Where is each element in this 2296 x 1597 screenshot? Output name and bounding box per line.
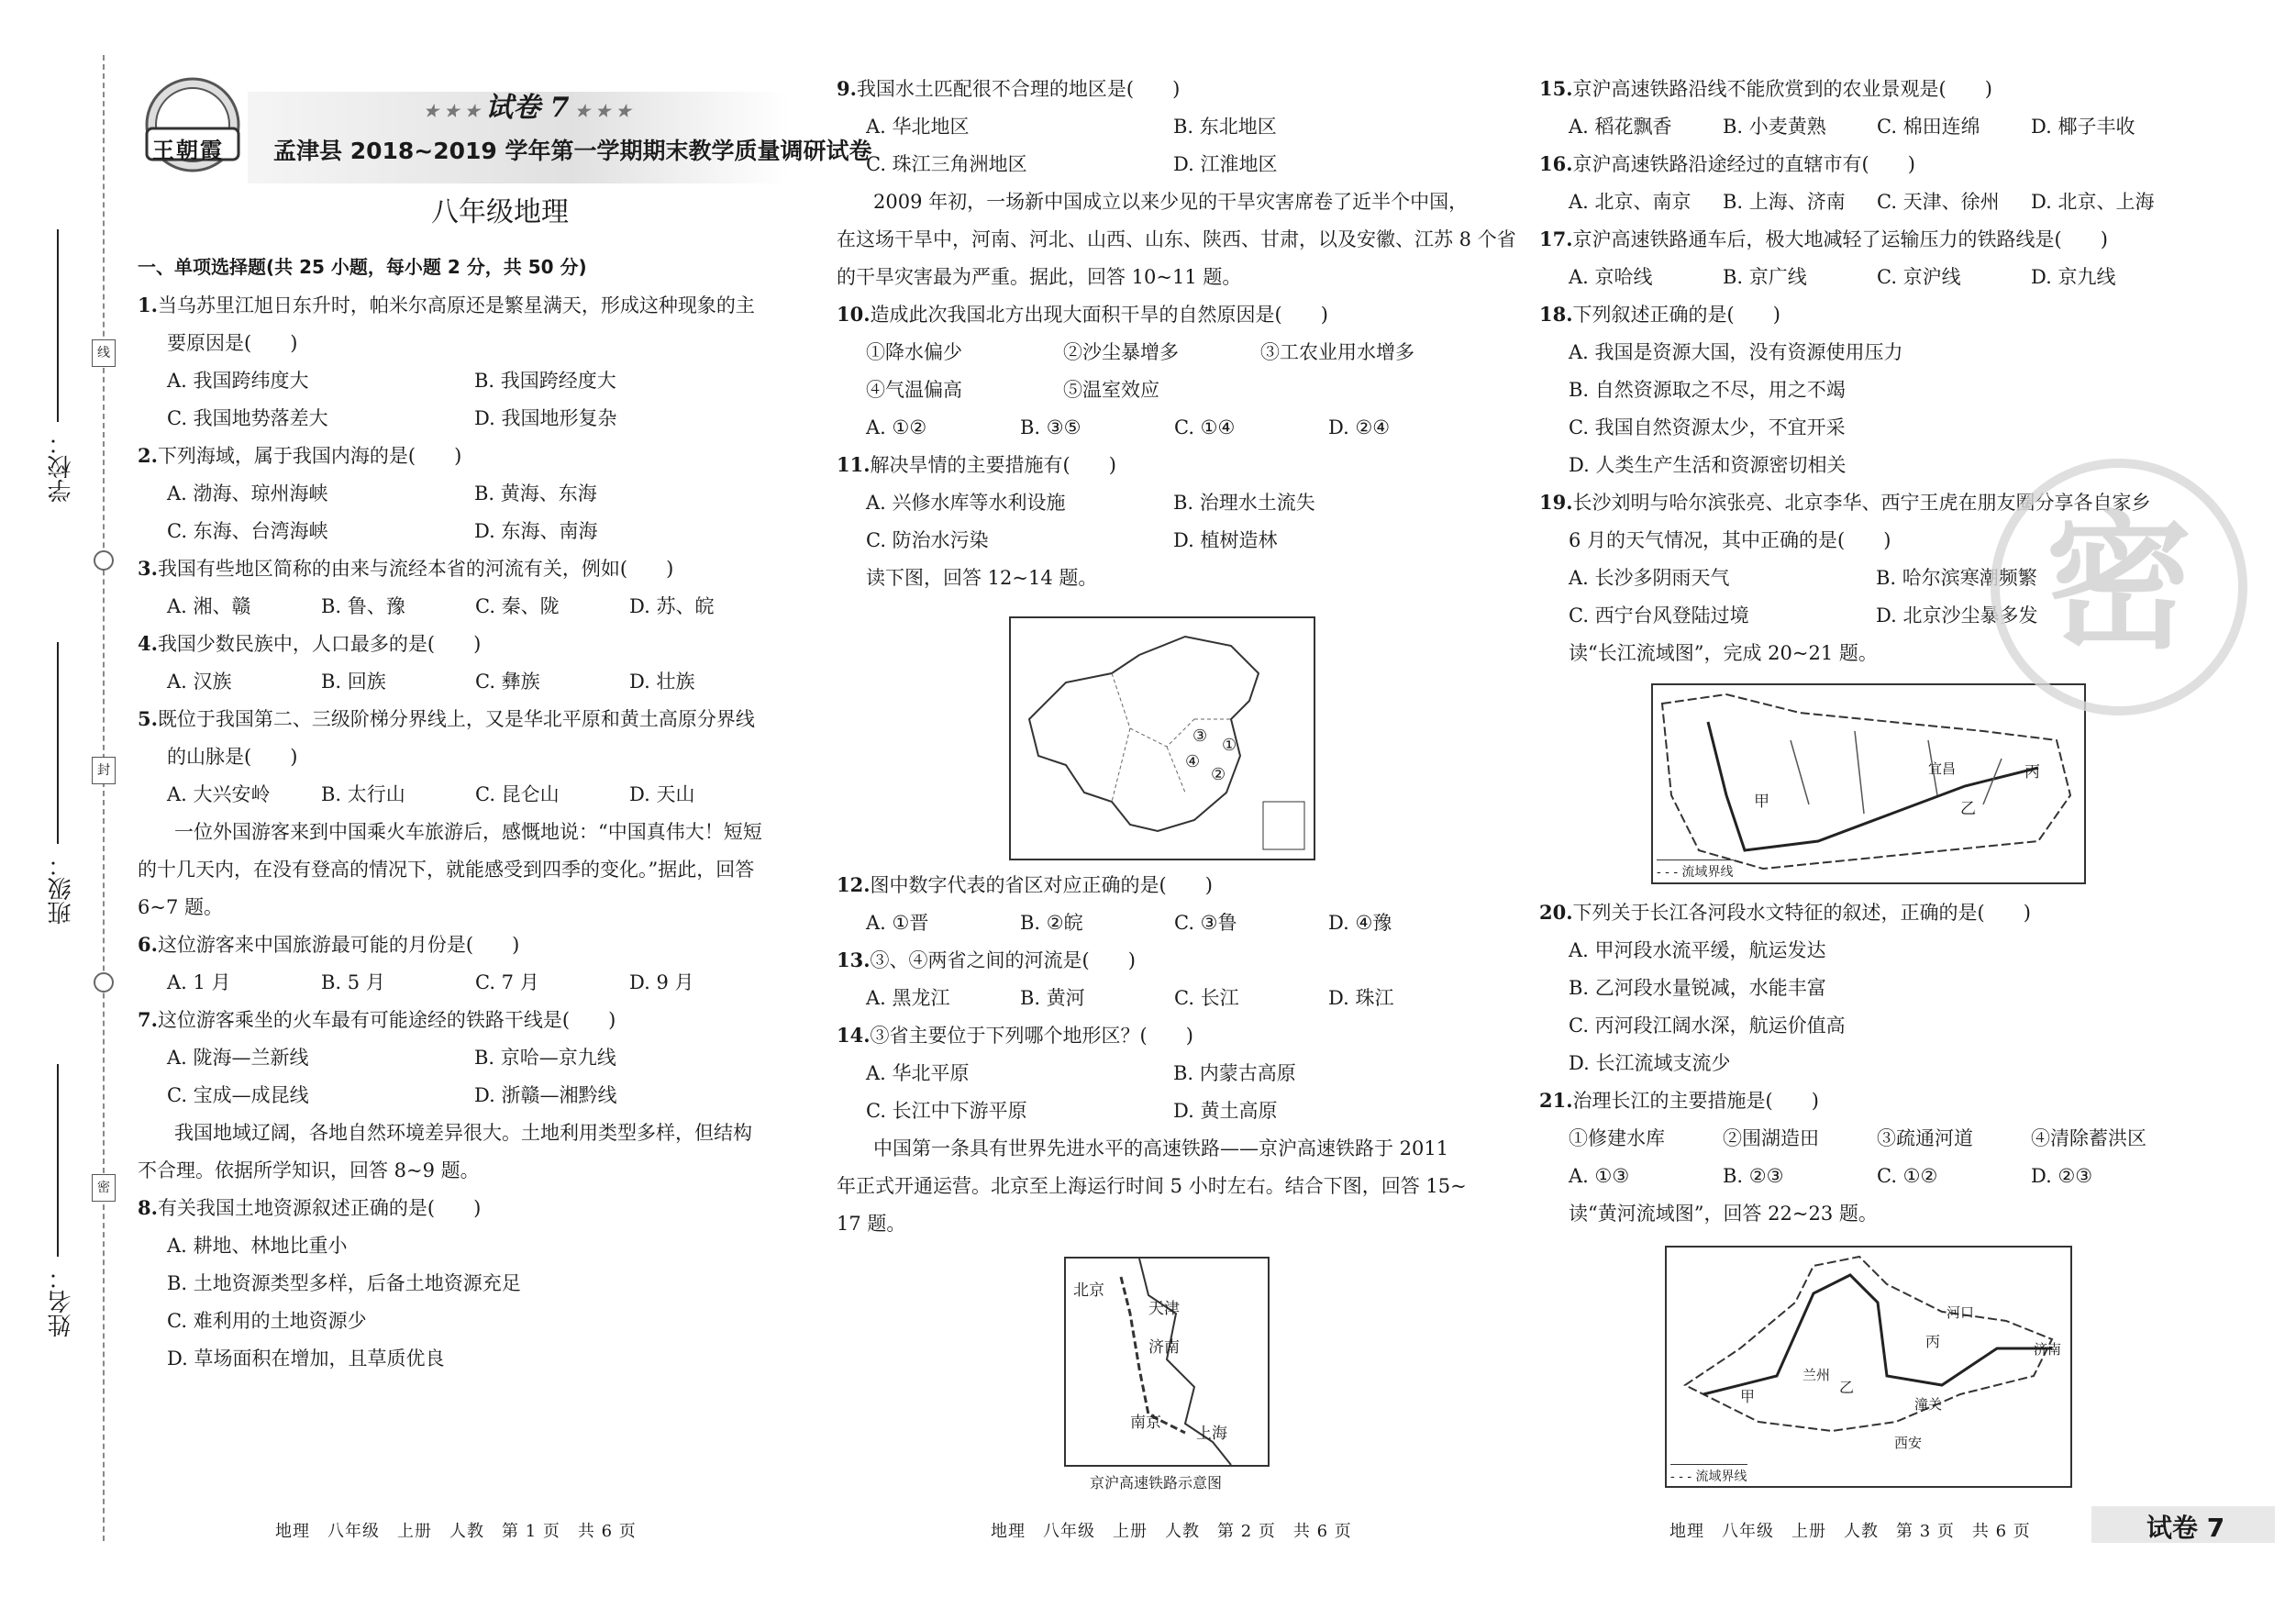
map-label: ②: [1211, 765, 1226, 784]
option-row: [1569, 1162, 2185, 1190]
class-fill-line[interactable]: [57, 642, 59, 844]
watermark-seal: [1991, 459, 2247, 715]
question-stem: [837, 871, 1213, 899]
option: D. ④豫: [1328, 912, 1392, 934]
option: C. 防治水污染: [866, 529, 989, 551]
option: A. 陇海—兰新线: [167, 1047, 309, 1069]
passage-line: [174, 818, 762, 846]
city-label: 南京: [1130, 1414, 1161, 1432]
page-footer-1: 地理 八年级 上册 人教 第 1 页 共 6 页: [275, 1522, 637, 1541]
option-row: [866, 113, 1277, 140]
option: B. 鲁、豫: [321, 595, 405, 617]
question-number: 5.: [138, 707, 158, 730]
option: D. ②④: [1328, 416, 1391, 438]
question-text: ③、④两省之间的河流是( ): [870, 949, 1136, 971]
class-label: 班级：: [48, 853, 75, 925]
passage-line: [138, 1157, 480, 1184]
yellow-river-map: [1665, 1246, 2072, 1488]
question-number: 13.: [837, 948, 871, 971]
watermark-text: 密: [2046, 496, 2193, 669]
option-row: [866, 338, 1458, 366]
option: A. 华北地区: [866, 116, 970, 138]
question-text: 这位游客乘坐的火车最有可能途经的铁路干线是( ): [157, 1009, 616, 1031]
option: D. 壮族: [629, 671, 695, 693]
option: C. ①④: [1174, 416, 1236, 438]
option: B. 5 月: [321, 971, 385, 993]
option-row: [167, 668, 783, 695]
passage-line: [138, 893, 223, 921]
yangtze-map: [1651, 683, 2086, 884]
option: A. 大兴安岭: [167, 783, 271, 805]
option: B. 黄河: [1020, 987, 1085, 1009]
brand-name: 王朝霞: [152, 137, 224, 163]
question-number: 19.: [1539, 491, 1573, 514]
question-number: 18.: [1539, 303, 1573, 326]
option: D. 9 月: [629, 971, 694, 993]
option: D. 植树造林: [1173, 529, 1278, 551]
question-text: 读“长江流域图”，完成 20~21 题。: [1569, 642, 1878, 664]
school-label: 学校：: [48, 431, 75, 503]
option-row: [1569, 376, 1846, 404]
question-text: 长沙刘明与哈尔滨张亮、北京李华、西宁王虎在朋友圈分享各自家乡: [1572, 492, 2151, 514]
option: ③疏通河道: [1877, 1127, 1973, 1149]
section-heading: 一、单项选择题(共 25 小题，每小题 2 分，共 50 分): [138, 256, 587, 278]
option: A. 汉族: [167, 671, 232, 693]
option-row: [1569, 451, 1846, 479]
option: C. 彝族: [475, 671, 540, 693]
option-row: [167, 1270, 521, 1297]
question-text: 6 月的天气情况，其中正确的是( ): [1569, 529, 1891, 551]
option-row: [167, 1044, 616, 1071]
question-number: 21.: [1539, 1089, 1573, 1112]
option-row: [866, 909, 1482, 937]
option: D. 黄土高原: [1173, 1100, 1278, 1122]
option: C. ③鲁: [1174, 912, 1237, 934]
brand-logo: [138, 72, 248, 182]
binding-hole: [94, 972, 114, 993]
option-row: [167, 480, 597, 507]
option: A. 北京、南京: [1569, 191, 1691, 213]
page-footer-2: 地理 八年级 上册 人教 第 2 页 共 6 页: [991, 1522, 1352, 1541]
passage-line: [138, 856, 754, 883]
option: D. 北京、上海: [2031, 191, 2155, 213]
map-label: 甲: [1754, 793, 1769, 811]
map-label: ③: [1192, 726, 1208, 746]
option-row: [1569, 113, 2185, 140]
option: B. 自然资源取之不尽，用之不竭: [1569, 379, 1846, 401]
question-text: 下列海域，属于我国内海的是( ): [157, 445, 462, 467]
map-label: 西安: [1894, 1435, 1923, 1451]
passage-line: [837, 263, 1241, 291]
option: A. ①②: [866, 416, 927, 438]
option-row: [1569, 602, 2037, 629]
option-row: [1569, 414, 1846, 441]
question-stem: [837, 301, 1328, 328]
question-text: 京沪高速铁路沿途经过的直辖市有( ): [1572, 153, 1915, 175]
exam-tag: ★ ★ ★ 试卷 7 ★ ★ ★: [424, 92, 631, 124]
map-label: 潼关: [1914, 1396, 1943, 1413]
question-stem: [138, 931, 519, 959]
option-row: [866, 376, 1260, 404]
option-row: [1569, 1125, 2185, 1152]
option: A. 我国跨纬度大: [167, 370, 309, 392]
question-text: 既位于我国第二、三级阶梯分界线上，又是华北平原和黄土高原分界线: [157, 708, 755, 730]
question-text: 图中数字代表的省区对应正确的是( ): [870, 874, 1213, 896]
name-fill-line[interactable]: [57, 1064, 59, 1257]
option-row: [866, 150, 1277, 178]
map-label: ④: [1185, 752, 1201, 771]
question-text: 治理长江的主要措施是( ): [1572, 1090, 1819, 1112]
question-text: 我国少数民族中，人口最多的是( ): [157, 633, 482, 655]
option-row: [1569, 263, 2185, 291]
option: D. 江淮地区: [1173, 153, 1278, 175]
option: A. 湘、赣: [167, 595, 251, 617]
option: D. ②③: [2031, 1165, 2093, 1187]
option: ④气温偏高: [866, 379, 962, 401]
subject-title: 八年级地理: [431, 196, 569, 228]
option: B. 太行山: [321, 783, 405, 805]
question-number: 16.: [1539, 152, 1573, 175]
question-text: 下列叙述正确的是( ): [1572, 304, 1780, 326]
question-stem: [138, 1194, 481, 1222]
city-label: 济南: [1148, 1338, 1180, 1357]
option: B. 我国跨经度大: [474, 370, 616, 392]
option: C. 京沪线: [1877, 266, 1961, 288]
option: C. 昆仑山: [475, 783, 560, 805]
option: A. 兴修水库等水利设施: [866, 492, 1066, 514]
question-text: 解决旱情的主要措施有( ): [870, 454, 1116, 476]
map-label: ①: [1222, 736, 1237, 755]
passage-text: 6~7 题。: [138, 896, 223, 918]
option-row: [167, 1081, 616, 1109]
option-row: [866, 489, 1315, 516]
rail-map-caption: 京沪高速铁路示意图: [1090, 1474, 1223, 1492]
option: C. 长江: [1174, 987, 1239, 1009]
option: A. 甲河段水流平缓，航运发达: [1569, 939, 1826, 961]
option: D. 草场面积在增加，且草质优良: [167, 1347, 445, 1370]
option: A. 稻花飘香: [1569, 116, 1672, 138]
option-row: [167, 405, 616, 432]
question-number: 2.: [138, 444, 158, 467]
map-label: 甲: [1740, 1388, 1756, 1405]
option: C. 7 月: [475, 971, 539, 993]
question-number: 1.: [138, 294, 158, 316]
page-footer-3: 地理 八年级 上册 人教 第 3 页 共 6 页: [1669, 1522, 2031, 1541]
option: B. ③⑤: [1020, 416, 1081, 438]
question-stem-continued: [1569, 639, 1878, 667]
question-stem: [1539, 226, 2108, 253]
option: A. 华北平原: [866, 1062, 970, 1084]
option: ③工农业用水增多: [1260, 341, 1414, 363]
map-legend-text: 流域界线: [1695, 1469, 1747, 1484]
option: B. 小麦黄熟: [1723, 116, 1826, 138]
option-row: [1569, 564, 2037, 592]
question-number: 15.: [1539, 77, 1573, 100]
question-text: 京沪高速铁路通车后，极大地减轻了运输压力的铁路线是( ): [1572, 228, 2108, 250]
map-label: 济南: [2034, 1341, 2062, 1358]
passage-text: 2009 年初，一场新中国成立以来少见的干旱灾害席卷了近半个中国，: [873, 191, 1469, 213]
question-number: 9.: [837, 77, 857, 100]
option: C. 东海、台湾海峡: [167, 520, 328, 542]
option: A. 黑龙江: [866, 987, 950, 1009]
option: B. 哈尔滨寒潮频繁: [1876, 567, 2037, 589]
china-map: [1009, 616, 1315, 860]
question-text: 这位游客来中国旅游最可能的月份是( ): [157, 934, 520, 956]
question-stem: [837, 75, 1180, 103]
option: ⑤温室效应: [1063, 379, 1159, 401]
passage-line: [873, 1135, 1448, 1162]
option: C. 丙河段江阔水深，航运价值高: [1569, 1015, 1846, 1037]
option-row: [167, 1307, 367, 1335]
question-stem: [138, 292, 755, 319]
question-stem: [1539, 899, 2031, 926]
question-text: 要原因是( ): [167, 332, 298, 354]
question-number: 14.: [837, 1024, 871, 1047]
map-label: 宜昌: [1928, 760, 1957, 777]
option: C. 我国自然资源太少，不宜开采: [1569, 416, 1846, 438]
map-label: 河口: [1947, 1304, 1975, 1321]
city-label: 天津: [1148, 1300, 1180, 1318]
question-text: ③省主要位于下列哪个地形区？( ): [870, 1025, 1193, 1047]
name-label: 姓名：: [48, 1266, 75, 1337]
option: ②围湖造田: [1723, 1127, 1819, 1149]
option-row: [1569, 937, 1826, 964]
question-stem: [138, 630, 481, 658]
question-stem: [138, 1006, 616, 1034]
question-number: 8.: [138, 1196, 158, 1219]
question-text: 读“黄河流域图”，回答 22~23 题。: [1569, 1203, 1878, 1225]
question-stem: [138, 705, 755, 733]
question-stem: [138, 442, 461, 470]
option-row: [866, 1059, 1296, 1087]
option: B. 内蒙古高原: [1173, 1062, 1296, 1084]
question-text: 读下图，回答 12~14 题。: [866, 567, 1098, 589]
passage-line: [837, 1210, 905, 1237]
question-stem-continued: [1569, 527, 1891, 554]
option-row: [866, 527, 1277, 554]
passage-text: 的十几天内，在没有登高的情况下，就能感受到四季的变化。”据此，回答: [138, 859, 755, 881]
option: B. 京哈—京九线: [474, 1047, 616, 1069]
option: ①降水偏少: [866, 341, 962, 363]
option: D. 北京沙尘暴多发: [1876, 604, 2038, 627]
map-label: 兰州: [1802, 1367, 1831, 1383]
option: ②沙尘暴增多: [1063, 341, 1179, 363]
option: A. ①晋: [866, 912, 929, 934]
map-label: 丙: [1925, 1333, 1941, 1350]
question-stem-continued: [866, 564, 1097, 592]
option: ①修建水库: [1569, 1127, 1665, 1149]
passage-text: 中国第一条具有世界先进水平的高速铁路——京沪高速铁路于 2011: [873, 1137, 1449, 1159]
option: B. 土地资源类型多样，后备土地资源充足: [167, 1272, 521, 1294]
option: A. 京哈线: [1569, 266, 1653, 288]
question-text: 的山脉是( ): [167, 746, 298, 768]
passage-text: 17 题。: [837, 1213, 906, 1235]
option: A. 我国是资源大国，没有资源使用压力: [1569, 341, 1903, 363]
question-text: 我国水土匹配很不合理的地区是( ): [856, 78, 1181, 100]
option: D. 人类生产生活和资源密切相关: [1569, 454, 1847, 476]
binding-tag-mi: 密: [92, 1174, 116, 1202]
question-number: 11.: [837, 453, 871, 476]
question-stem: [1539, 75, 1992, 103]
passage-line: [837, 1172, 1467, 1200]
option: D. 苏、皖: [629, 595, 715, 617]
option: D. 珠江: [1328, 987, 1394, 1009]
option-row: [167, 1345, 444, 1372]
option: C. 难利用的土地资源少: [167, 1310, 367, 1332]
option: D. 东海、南海: [474, 520, 598, 542]
option-row: [167, 367, 616, 394]
question-text: 造成此次我国北方出现大面积干旱的自然原因是( ): [870, 304, 1328, 326]
option-row: [1569, 338, 1903, 366]
passage-text: 一位外国游客来到中国乘火车旅游后，感慨地说：“中国真伟大！短短: [174, 821, 762, 843]
option: C. 西宁台风登陆过境: [1569, 604, 1749, 627]
question-number: 4.: [138, 632, 158, 655]
option-row: [1569, 188, 2185, 216]
option: B. 黄海、东海: [474, 482, 597, 505]
option: B. 乙河段水量锐减，水能丰富: [1569, 977, 1826, 999]
option: D. 浙赣—湘黔线: [474, 1084, 617, 1106]
question-number: 12.: [837, 873, 871, 896]
binding-tag-xian: 线: [92, 339, 116, 367]
option: D. 椰子丰收: [2031, 116, 2135, 138]
option: A. 耕地、林地比重小: [167, 1235, 348, 1257]
option: C. ①②: [1877, 1165, 1938, 1187]
map-legend: - - - 流域界线: [1657, 859, 1734, 881]
map-label: 丙: [2024, 763, 2040, 782]
question-text: 下列关于长江各河段水文特征的叙述，正确的是( ): [1572, 902, 2031, 924]
school-fill-line[interactable]: [57, 229, 59, 422]
binding-hole: [94, 550, 114, 571]
option: B. ②③: [1723, 1165, 1784, 1187]
option: B. ②皖: [1020, 912, 1083, 934]
question-number: 3.: [138, 557, 158, 580]
passage-text: 在这场干旱中，河南、河北、山西、山东、陕西、甘肃，以及安徽、江苏 8 个省: [837, 228, 1516, 250]
option-row: [1569, 1049, 1730, 1077]
option: A. ①③: [1569, 1165, 1630, 1187]
option: A. 长沙多阴雨天气: [1569, 567, 1730, 589]
map-legend-text: 流域界线: [1681, 865, 1734, 880]
question-text: 京沪高速铁路沿线不能欣赏到的农业景观是( ): [1572, 78, 1992, 100]
option-row: [167, 781, 783, 808]
binding-cut-line: [103, 55, 105, 1541]
option: C. 天津、徐州: [1877, 191, 2000, 213]
option-row: [167, 1232, 348, 1259]
question-stem: [837, 451, 1116, 479]
option: A. 渤海、琼州海峡: [167, 482, 328, 505]
option: C. 秦、陇: [475, 595, 560, 617]
map-label: 乙: [1839, 1379, 1855, 1396]
question-stem: [1539, 301, 1780, 328]
option-row: [1569, 974, 1826, 1002]
rail-map: [1064, 1257, 1270, 1467]
map-legend: - - - 流域界线: [1670, 1464, 1747, 1485]
city-label: 北京: [1073, 1281, 1104, 1300]
passage-line: [174, 1119, 752, 1147]
footer-exam-tag-text: 试卷 7: [2146, 1513, 2225, 1543]
question-stem-continued: [167, 329, 297, 357]
question-text: 我国有些地区简称的由来与流经本省的河流有关，例如( ): [157, 558, 674, 580]
map-label: 乙: [1960, 800, 1976, 818]
option: B. 上海、济南: [1723, 191, 1846, 213]
passage-line: [837, 226, 1516, 253]
question-number: 20.: [1539, 901, 1573, 924]
question-number: 7.: [138, 1008, 158, 1031]
option-row: [167, 517, 597, 545]
question-text: 当乌苏里江旭日东升时，帕米尔高原还是繁星满天，形成这种现象的主: [157, 294, 755, 316]
exam-tag-text: 试卷 7: [485, 92, 570, 124]
question-stem: [1539, 1087, 1819, 1115]
passage-text: 的干旱灾害最为严重。据此，回答 10~11 题。: [837, 266, 1242, 288]
option-row: [167, 969, 783, 996]
passage-text: 我国地域辽阔，各地自然环境差异很大。土地利用类型多样，但结构: [174, 1122, 752, 1144]
option: C. 珠江三角洲地区: [866, 153, 1027, 175]
option: D. 长江流域支流少: [1569, 1052, 1731, 1074]
footer-exam-tag: [2091, 1506, 2275, 1543]
option-row: [1569, 1012, 1846, 1039]
option: C. 棉田连绵: [1877, 116, 1980, 138]
question-number: 17.: [1539, 227, 1573, 250]
question-stem-continued: [167, 743, 297, 771]
option: D. 天山: [629, 783, 695, 805]
option-row: [866, 414, 1482, 441]
passage-line: [873, 188, 1468, 216]
question-text: 有关我国土地资源叙述正确的是( ): [157, 1197, 482, 1219]
question-stem: [837, 1022, 1193, 1049]
question-stem: [138, 555, 673, 582]
option: C. 宝成—成昆线: [167, 1084, 309, 1106]
option: B. 东北地区: [1173, 116, 1277, 138]
option-row: [866, 1097, 1277, 1125]
option: C. 我国地势落差大: [167, 407, 328, 429]
question-number: 6.: [138, 933, 158, 956]
option: D. 京九线: [2031, 266, 2116, 288]
option: A. 1 月: [167, 971, 231, 993]
option: D. 我国地形复杂: [474, 407, 617, 429]
binding-tag-feng: 封: [92, 757, 116, 784]
option: B. 治理水土流失: [1173, 492, 1315, 514]
passage-text: 年正式开通运营。北京至上海运行时间 5 小时左右。结合下图，回答 15~: [837, 1175, 1467, 1197]
passage-text: 不合理。依据所学知识，回答 8~9 题。: [138, 1159, 480, 1181]
question-stem: [837, 947, 1136, 974]
question-stem: [1539, 150, 1915, 178]
option: B. 京广线: [1723, 266, 1807, 288]
question-number: 10.: [837, 303, 871, 326]
city-label: 上海: [1196, 1425, 1227, 1443]
option: B. 回族: [321, 671, 386, 693]
option: C. 长江中下游平原: [866, 1100, 1027, 1122]
option-row: [167, 593, 783, 620]
exam-title: 孟津县 2018~2019 学年第一学期期末教学质量调研试卷: [273, 138, 872, 164]
option: ④清除蓄洪区: [2031, 1127, 2146, 1149]
option-row: [866, 984, 1482, 1012]
question-stem-continued: [1569, 1200, 1878, 1227]
